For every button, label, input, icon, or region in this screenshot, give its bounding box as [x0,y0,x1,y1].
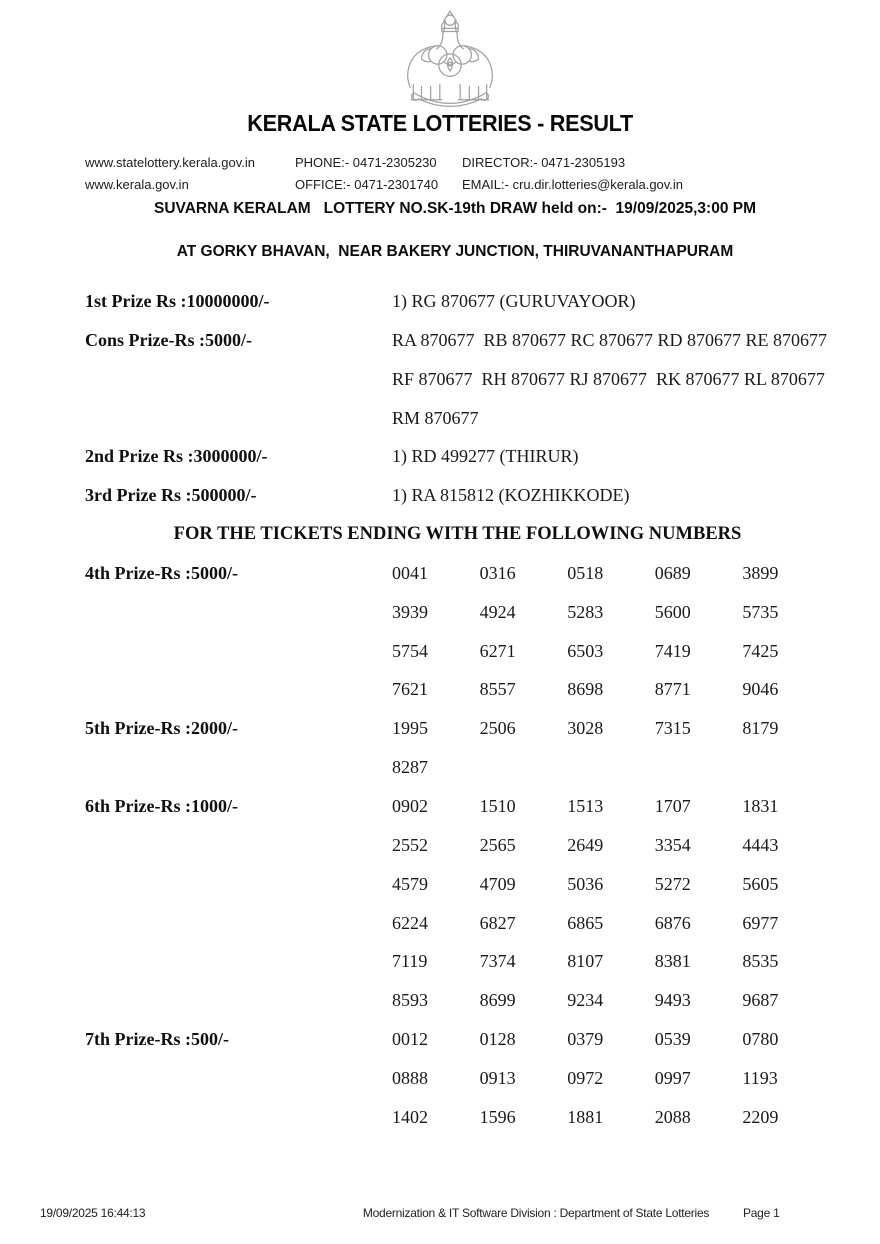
office-number: OFFICE:- 0471-2301740 [295,177,439,192]
winning-number: 0888 [392,1067,428,1088]
winning-number: 2565 [479,834,516,855]
prize-row [85,282,830,321]
prize-label: 6th Prize-Rs :1000/- [85,795,238,816]
prize-winner-values [392,437,830,476]
winning-number: 6503 [567,640,604,661]
winning-number: 8381 [654,951,691,972]
ending-numbers-heading: FOR THE TICKETS ENDING WITH THE FOLLOWING NUMBERS [173,524,742,545]
draw-info-line: SUVARNA KERALAM LOTTERY NO.SK-19th DRAW held on:- 19/09/2025,3:00 PM [153,200,756,217]
winning-number: 1881 [567,1106,604,1127]
prize-label: 1st Prize Rs :10000000/- [85,291,270,311]
winning-number: 1831 [742,795,779,816]
winning-number: 4443 [742,834,779,855]
winning-number: 0997 [654,1067,691,1088]
winner-line: RF 870677 RH 870677 RJ 870677 RK 870677 RL 870677 [392,368,825,389]
winning-number: 0972 [567,1067,604,1088]
prize-row [85,321,830,438]
winning-number: 1707 [654,795,691,816]
winning-number: 8107 [567,951,604,972]
winning-number: 7419 [654,640,691,661]
contact-row [85,177,825,199]
winning-number: 0780 [742,1029,779,1050]
winning-number: 2649 [567,834,604,855]
prize-row [85,787,830,1020]
ending-prizes [85,554,830,1137]
winning-number: 1995 [392,718,428,739]
winning-number: 7425 [742,640,779,661]
winning-number: 2506 [479,718,516,739]
results-body [85,282,830,1137]
winning-number: 8287 [392,757,428,778]
prize-row [85,476,830,515]
venue-line: AT GORKY BHAVAN, NEAR BAKERY JUNCTION, THIRUVANANTHAPURAM [176,243,734,260]
prize-winner-values [392,476,830,515]
winning-number: 3354 [654,834,691,855]
winning-number: 6977 [742,912,779,933]
winning-number: 1510 [479,795,516,816]
winning-number: 8557 [479,679,516,700]
winning-number: 8699 [479,990,516,1011]
winning-numbers-grid [392,1020,830,1137]
footer-page-number: Page 1 [743,1206,780,1220]
winning-number: 8593 [392,990,428,1011]
prize-label: 4th Prize-Rs :5000/- [85,562,238,583]
winning-number: 6271 [479,640,516,661]
winner-line: RA 870677 RB 870677 RC 870677 RD 870677 RE 870677 [392,329,828,350]
contact-row [85,155,825,177]
winning-number: 0128 [479,1029,516,1050]
footer-division: Modernization & IT Software Division : Department of State Lotteries [362,1206,710,1220]
winning-number: 5283 [567,601,604,622]
winning-number: 1513 [567,795,604,816]
winner-line: 1) RA 815812 (KOZHIKKODE) [392,485,630,506]
prize-row [85,709,830,787]
winning-number: 4709 [479,873,516,894]
winning-number: 7374 [479,951,516,972]
winning-number: 0316 [479,562,516,583]
prize-winner-values [392,321,830,438]
prize-label: 5th Prize-Rs :2000/- [85,718,238,739]
winning-number: 8771 [654,679,691,700]
winning-number: 6224 [392,912,428,933]
winning-number: 2552 [392,834,428,855]
winning-number: 0041 [392,562,428,583]
winning-number: 5036 [567,873,604,894]
winning-number: 5754 [392,640,428,661]
winning-number: 5735 [742,601,779,622]
winning-number: 0518 [567,562,604,583]
page-title: KERALA STATE LOTTERIES - RESULT [247,110,633,136]
winning-numbers-grid [392,709,830,787]
winning-number: 8179 [742,718,779,739]
winning-number: 9493 [654,990,691,1011]
prize-row [85,1020,830,1137]
winner-line: RM 870677 [392,407,479,428]
winning-number: 1596 [479,1106,516,1127]
website-kerala: www.kerala.gov.in [85,177,189,192]
website-statelottery: www.statelottery.kerala.gov.in [85,155,256,170]
winner-line: 1) RD 499277 (THIRUR) [392,446,579,467]
winning-number: 2209 [742,1106,779,1127]
footer-timestamp: 19/09/2025 16:44:13 [40,1206,146,1220]
kerala-government-emblem-icon [402,7,498,111]
phone-number: PHONE:- 0471-2305230 [295,155,437,170]
winning-number: 0379 [567,1029,604,1050]
email-address: EMAIL:- cru.dir.lotteries@kerala.gov.in [462,177,684,192]
winning-numbers-grid [392,787,830,1020]
winning-number: 3939 [392,601,428,622]
winning-number: 0539 [654,1029,691,1050]
contact-info [85,155,825,199]
prize-label: 7th Prize-Rs :500/- [85,1029,229,1050]
winning-number: 1402 [392,1106,428,1127]
winner-line: 1) RG 870677 (GURUVAYOOR) [392,291,636,311]
winning-number: 5605 [742,873,779,894]
winning-number: 3028 [567,718,604,739]
winning-number: 0689 [654,562,691,583]
winning-number: 5272 [654,873,691,894]
top-prizes [85,282,830,515]
winning-number: 7315 [654,718,691,739]
winning-number: 5600 [654,601,691,622]
prize-label: Cons Prize-Rs :5000/- [85,329,252,350]
winning-number: 6876 [654,912,691,933]
winning-number: 0913 [479,1067,516,1088]
winning-number: 8698 [567,679,604,700]
winning-number: 0012 [392,1029,428,1050]
winning-number: 9234 [567,990,604,1011]
winning-number: 7621 [392,679,428,700]
winning-number: 4924 [479,601,516,622]
prize-row [85,554,830,709]
winning-number: 6827 [479,912,516,933]
winning-number: 9046 [742,679,779,700]
prize-label: 3rd Prize Rs :500000/- [85,485,257,506]
winning-numbers-grid [392,554,830,709]
winning-number: 9687 [742,990,779,1011]
prize-row [85,437,830,476]
winning-number: 4579 [392,873,428,894]
winning-number: 2088 [654,1106,691,1127]
winning-number: 7119 [392,951,428,972]
director-number: DIRECTOR:- 0471-2305193 [462,155,626,170]
winning-number: 8535 [742,951,779,972]
winning-number: 0902 [392,795,428,816]
prize-label: 2nd Prize Rs :3000000/- [85,446,268,467]
winning-number: 6865 [567,912,604,933]
prize-winner-values [392,282,830,321]
winning-number: 1193 [742,1067,778,1088]
winning-number: 3899 [742,562,779,583]
